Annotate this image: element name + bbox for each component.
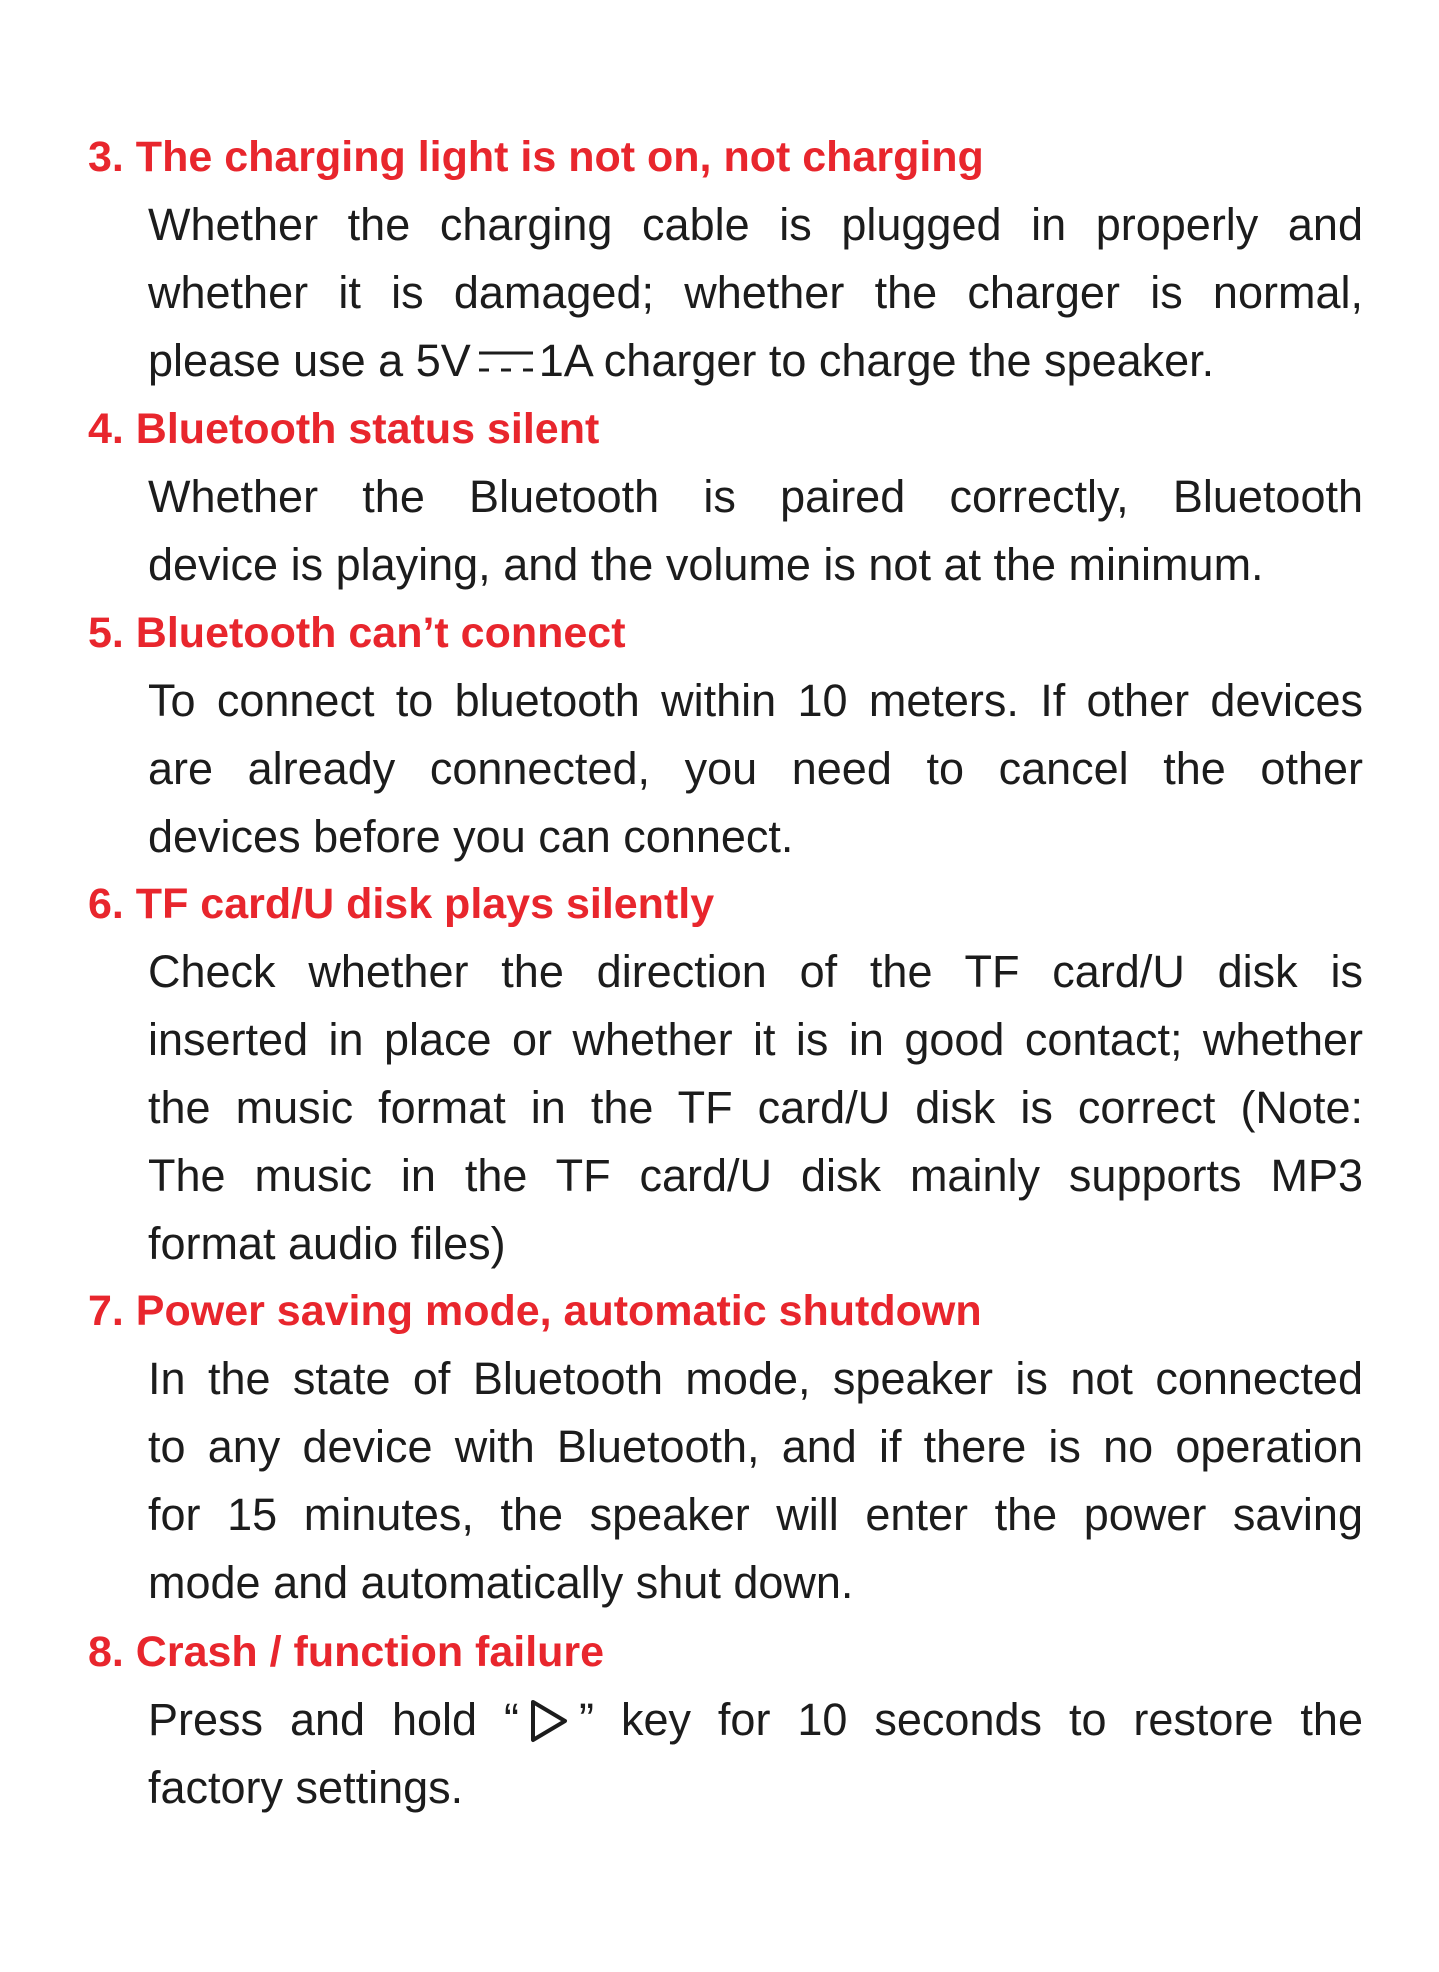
section-text-line: to any device with Bluetooth, and if there is no operation [148,1421,1363,1472]
section-text-line: the music format in the TF card/U disk is correct (Note: [148,1082,1363,1133]
section-text-line: whether it is damaged; whether the charger is normal, [148,267,1363,318]
section-text-line: inserted in place or whether it is in good contact; whether [148,1014,1363,1065]
play-icon [529,1699,569,1743]
section-text-line: format audio files) [148,1218,506,1269]
section-heading: 8. Crash / function failure [88,1628,605,1676]
section-heading: 3. The charging light is not on, not charging [88,133,984,181]
section-text-line [148,1686,1363,1754]
section-text-line: mode and automatically shut down. [148,1557,854,1608]
section-heading: 4. Bluetooth status silent [88,405,600,453]
section-text-line: Check whether the direction of the TF card/U disk is [148,946,1363,997]
text-fragment: 1A charger to charge the speaker. [538,335,1215,386]
section-text-line: Whether the charging cable is plugged in properly and [148,199,1363,250]
text-fragment: please use a 5V [148,335,471,386]
dc-current-symbol-icon [477,348,535,378]
section-heading: 5. Bluetooth can’t connect [88,609,626,657]
section-text-line: for 15 minutes, the speaker will enter the power saving [148,1489,1363,1540]
section-heading: 7. Power saving mode, automatic shutdown [88,1287,982,1335]
section-heading: 6. TF card/U disk plays silently [88,880,715,928]
section-text-line: devices before you can connect. [148,811,794,862]
text-fragment: Press and hold “ [148,1694,520,1745]
section-text-line: The music in the TF card/U disk mainly supports MP3 [148,1150,1363,1201]
section-text-line: factory settings. [148,1762,464,1813]
section-text-line: are already connected, you need to cancel the other [148,743,1363,794]
section-text-line: device is playing, and the volume is not at the minimum. [148,539,1264,590]
section-text-line: Whether the Bluetooth is paired correctly, Bluetooth [148,471,1363,522]
section-text-line [148,327,1363,395]
section-text-line: In the state of Bluetooth mode, speaker is not connected [148,1353,1363,1404]
section-text-line: To connect to bluetooth within 10 meters. If other devices [148,675,1363,726]
text-fragment: ” key for 10 seconds to restore the [579,1694,1363,1745]
